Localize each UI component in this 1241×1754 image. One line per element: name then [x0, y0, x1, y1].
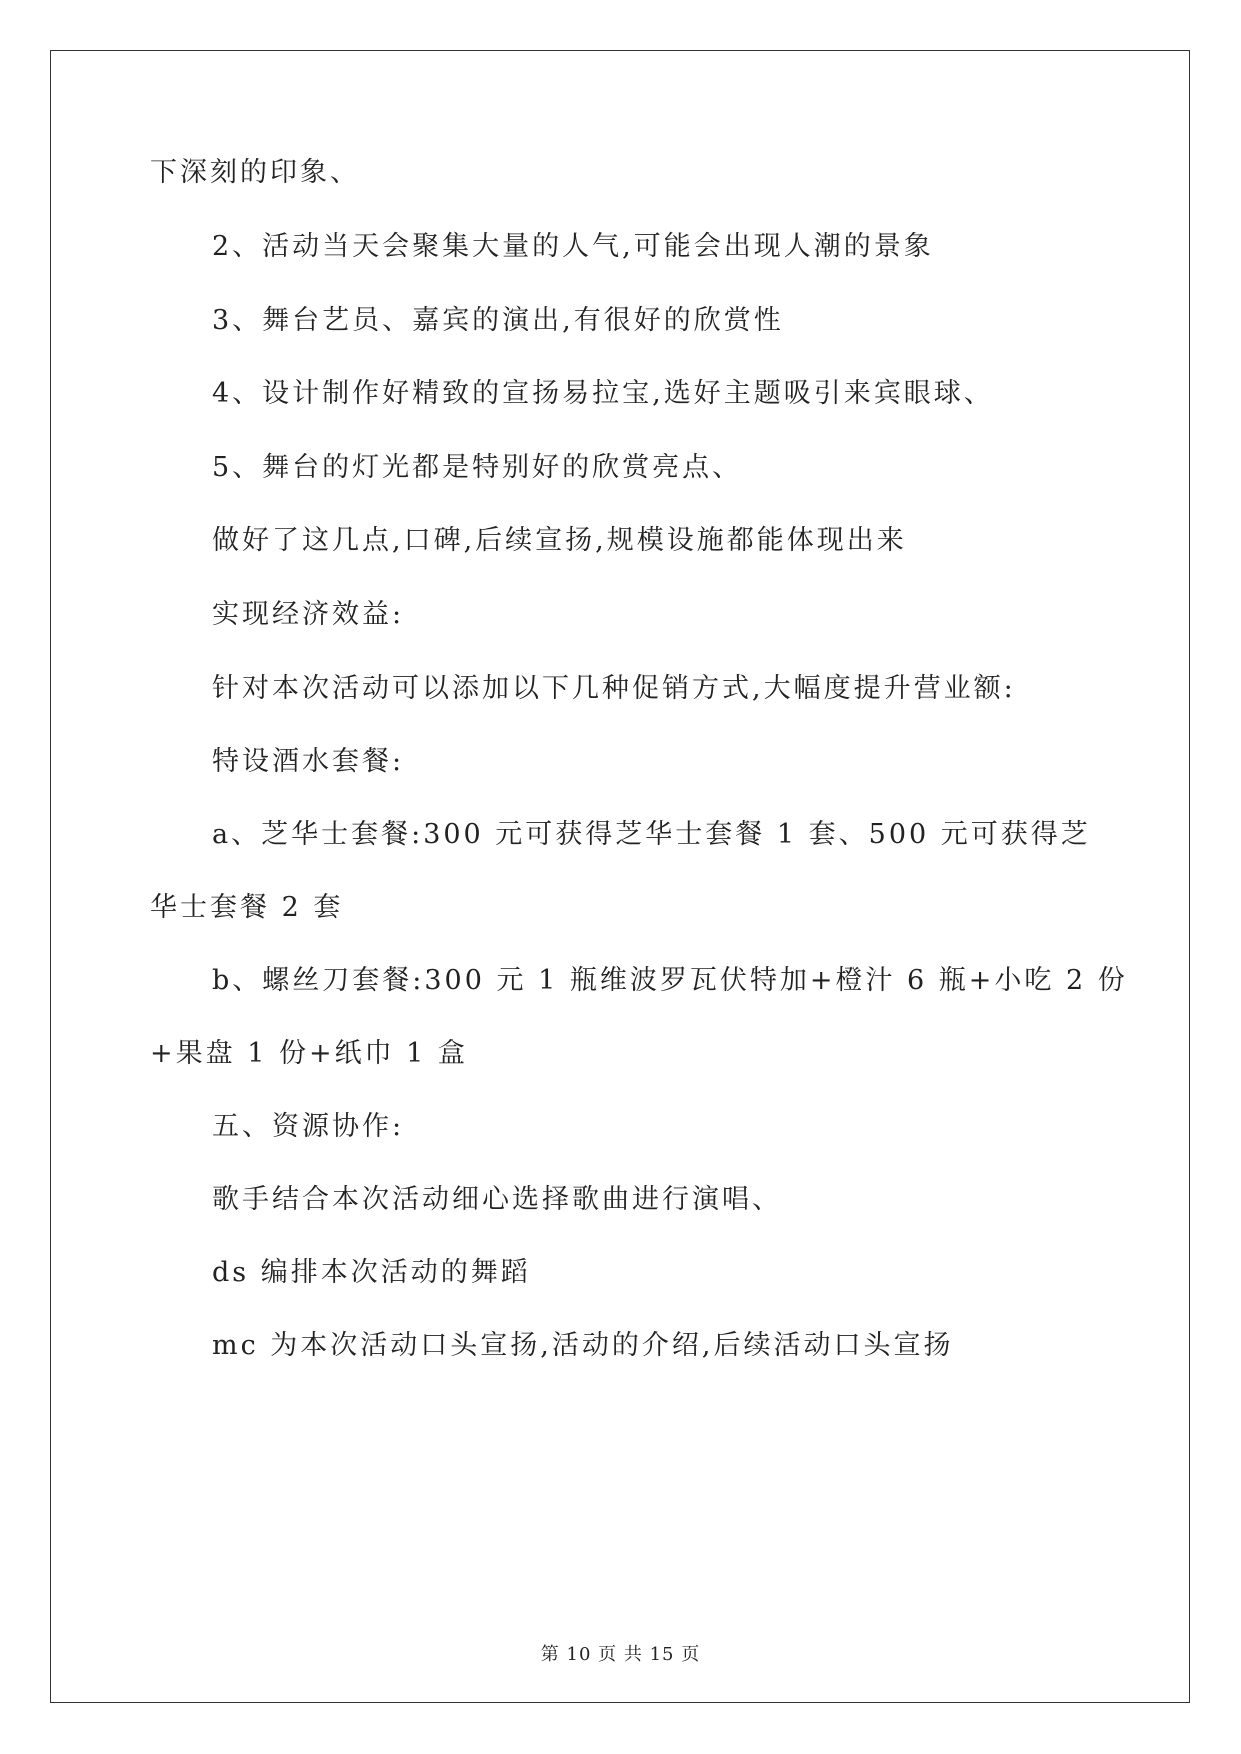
text-line: 4、设计制作好精致的宣扬易拉宝,选好主题吸引来宾眼球、 [212, 378, 994, 409]
text-line: +果盘 1 份+纸巾 1 盒 [150, 1038, 468, 1069]
page-number-footer: 第 10 页 共 15 页 [540, 1644, 701, 1665]
text-line: 针对本次活动可以添加以下几种促销方式,大幅度提升营业额: [212, 673, 1016, 704]
text-line: mc 为本次活动口头宣扬,活动的介绍,后续活动口头宣扬 [212, 1330, 954, 1361]
text-line: ds 编排本次活动的舞蹈 [212, 1257, 531, 1288]
text-line: 特设酒水套餐: [212, 746, 405, 777]
text-line: 3、舞台艺员、嘉宾的演出,有很好的欣赏性 [212, 305, 784, 336]
text-line: 2、活动当天会聚集大量的人气,可能会出现人潮的景象 [212, 231, 934, 262]
page-border [50, 50, 1190, 1703]
text-line: 华士套餐 2 套 [150, 892, 344, 923]
text-line: 歌手结合本次活动细心选择歌曲进行演唱、 [212, 1184, 782, 1215]
text-line: 下深刻的印象、 [150, 157, 360, 188]
text-line: 五、资源协作: [212, 1111, 405, 1142]
text-line: 5、舞台的灯光都是特别好的欣赏亮点、 [212, 452, 743, 483]
text-line: a、芝华士套餐:300 元可获得芝华士套餐 1 套、500 元可获得芝 [212, 819, 1091, 850]
text-line: 实现经济效益: [212, 599, 405, 630]
text-line: b、螺丝刀套餐:300 元 1 瓶维波罗瓦伏特加+橙汁 6 瓶+小吃 2 份 [212, 965, 1128, 996]
text-line: 做好了这几点,口碑,后续宣扬,规模设施都能体现出来 [212, 525, 907, 556]
